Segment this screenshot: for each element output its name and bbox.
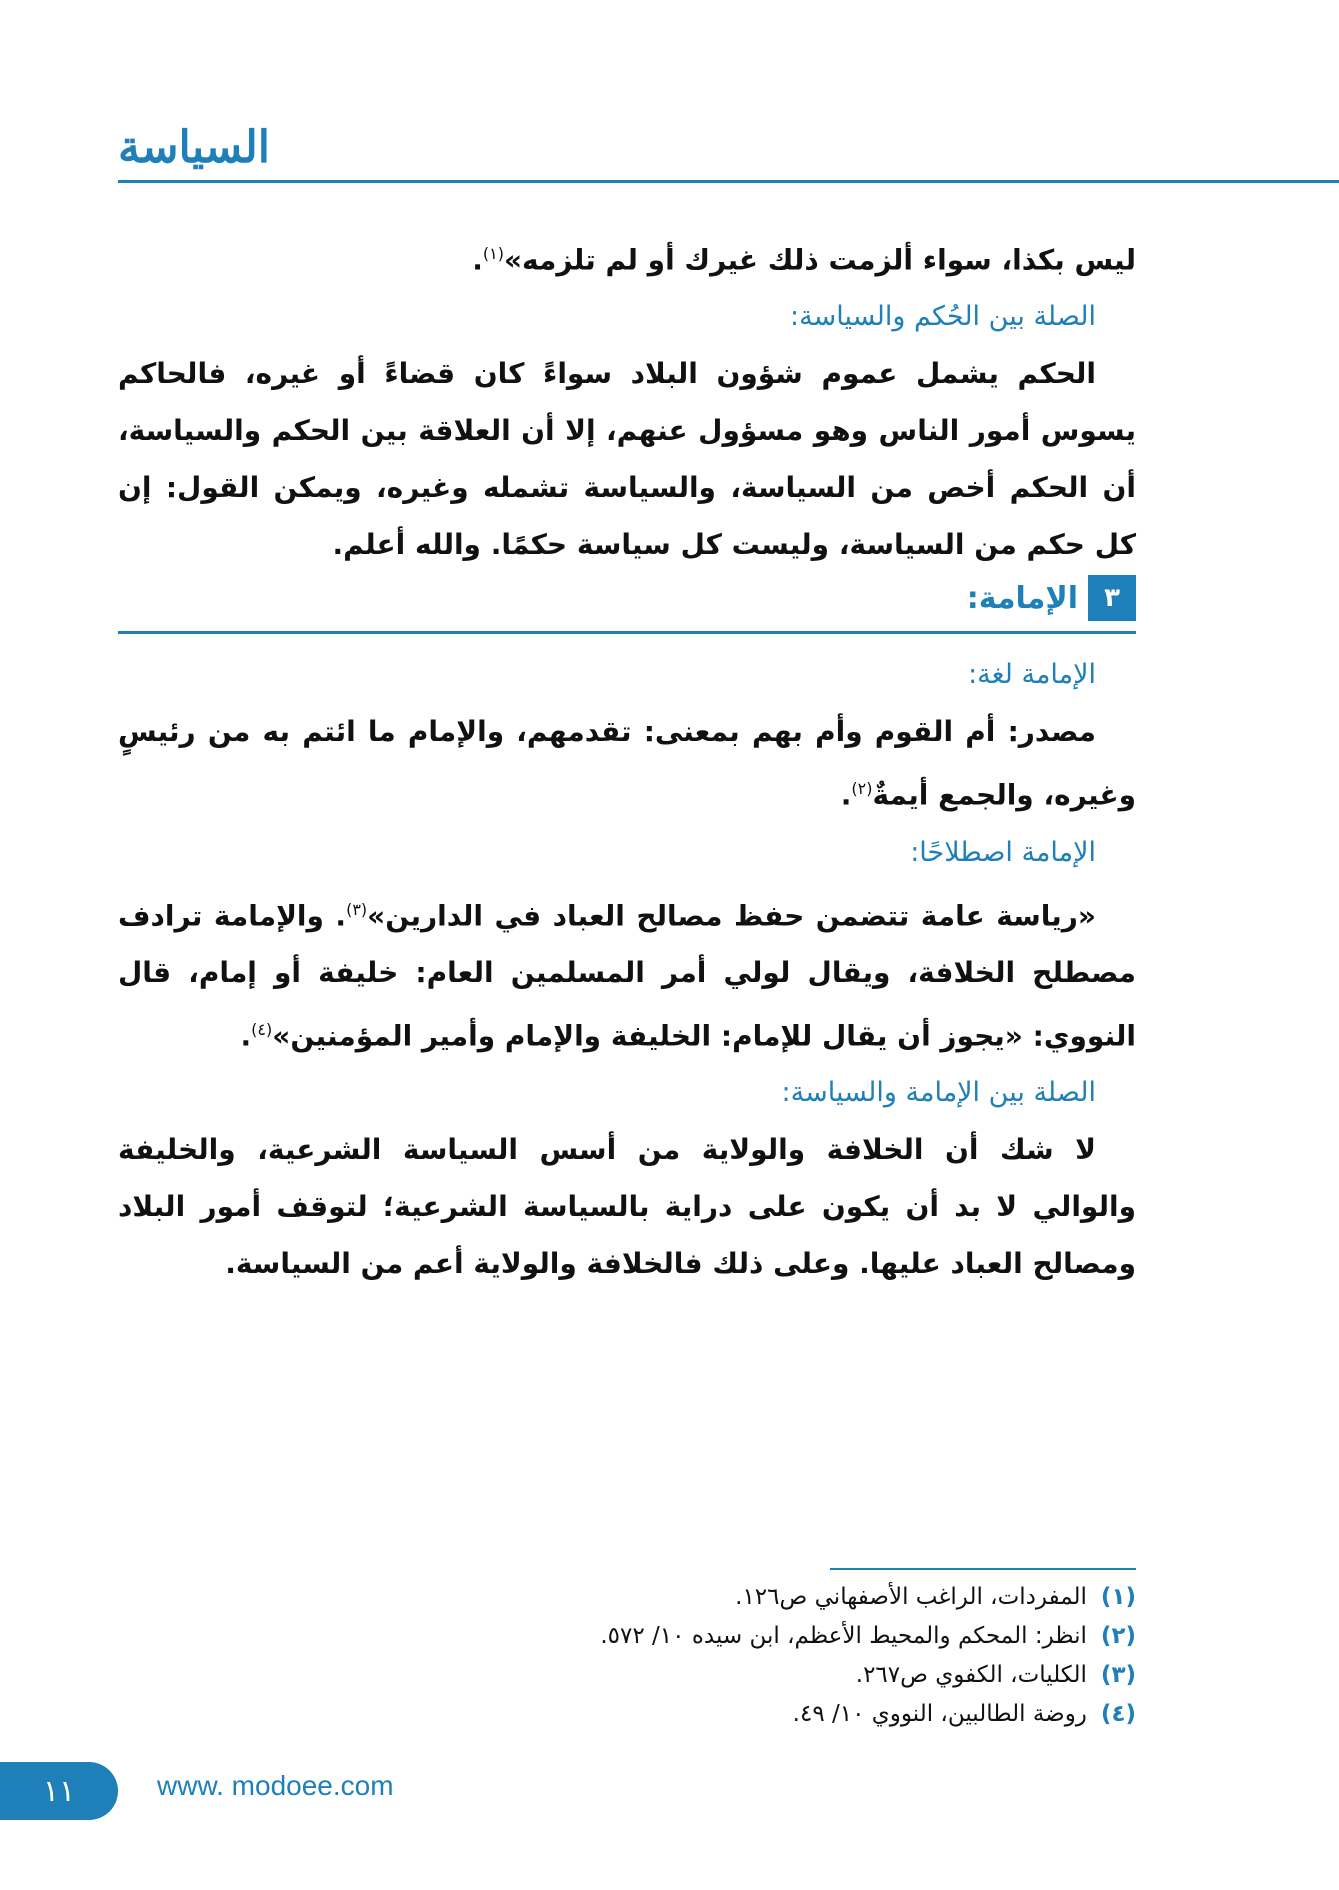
page-number-badge: ١١ <box>0 1762 118 1820</box>
paragraph-4-end: . <box>240 1019 252 1053</box>
footnote-ref-1[interactable]: (١) <box>482 244 504 263</box>
footnote-ref-2[interactable]: (٢) <box>851 779 873 799</box>
paragraph-3-text: مصدر: أم القوم وأم بهم بمعنى: تقدمهم، والإمام ما ائتم به من رئيسٍ وغيره، والجمع أيمةٌ <box>118 715 1136 812</box>
subheading-lugha: الإمامة لغة: <box>968 659 1096 691</box>
section-number-badge: ٣ <box>1088 575 1136 621</box>
footnote-item <box>118 1656 1136 1695</box>
paragraph-4 <box>118 881 1136 1065</box>
page-title: السياسة <box>118 122 271 173</box>
subheading-hukm: الصلة بين الحُكم والسياسة: <box>790 301 1096 333</box>
subheading-istilah: الإمامة اصطلاحًا: <box>910 836 1096 868</box>
footnote-ref-3[interactable]: (٣) <box>346 899 368 919</box>
paragraph-3 <box>118 703 1136 823</box>
footnote-text: انظر: المحكم والمحيط الأعظم، ابن سيده ١٠/ ٥٧٢. <box>600 1623 1087 1649</box>
footnote-text: المفردات، الراغب الأصفهاني ص١٢٦. <box>735 1584 1087 1610</box>
paragraph-1-end: . <box>472 243 483 277</box>
footnotes-divider <box>830 1568 1136 1570</box>
footnote-mark: (٤) <box>1100 1701 1136 1727</box>
section-divider <box>118 631 1136 634</box>
paragraph-3-end: . <box>840 778 852 812</box>
footnote-item <box>118 1617 1136 1656</box>
website-link[interactable]: www. modoee.com <box>157 1770 394 1801</box>
footnote-mark: (٣) <box>1100 1662 1136 1688</box>
paragraph-1-text: ليس بكذا، سواء ألزمت ذلك غيرك أو لم تلزمه» <box>503 243 1136 277</box>
main-content <box>118 225 1136 1292</box>
footnote-text: روضة الطالبين، النووي ١٠/ ٤٩. <box>792 1701 1087 1727</box>
paragraph-4-text-b: . والإمامة ترادف مصطلح الخلافة، ويقال لولي أمر المسلمين العام: خليفة أو إمام، قال النووي: «يجوز أن يقال للإمام: الخليفة والإمام وأمير المؤمنين» <box>118 898 1136 1053</box>
footnotes <box>118 1578 1136 1734</box>
footnote-ref-4[interactable]: (٤) <box>251 1019 273 1039</box>
footnote-mark: (٢) <box>1100 1623 1136 1649</box>
footnote-mark: (١) <box>1100 1584 1136 1610</box>
title-divider <box>118 180 1339 183</box>
section-heading <box>118 573 1136 623</box>
footnote-item <box>118 1578 1136 1617</box>
paragraph-1 <box>118 225 1136 288</box>
footnote-text: الكليات، الكفوي ص٢٦٧. <box>855 1662 1087 1688</box>
paragraph-2: الحكم يشمل عموم شؤون البلاد سواءً كان قضاءً أو غيره، فالحاكم يسوس أمور الناس وهو مسؤول عنهم، إلا أن العلاقة بين الحكم والسياسة، أن الحكم أخص من السياسة، والسياسة تشمله وغيره، ويمكن القول: إن كل حكم من السياسة، وليست كل سياسة حكمًا. والله أعلم. <box>118 357 1136 562</box>
paragraph-5: لا شك أن الخلافة والولاية من أسس السياسة الشرعية، والخليفة والوالي لا بد أن يكون على دراية بالسياسة الشرعية؛ لتوقف أمور البلاد ومصالح العباد عليها. وعلى ذلك فالخلافة والولاية أعم من السياسة. <box>118 1133 1136 1281</box>
paragraph-4-text-a: «رياسة عامة تتضمن حفظ مصالح العباد في الدارين» <box>367 898 1096 932</box>
subheading-imama: الصلة بين الإمامة والسياسة: <box>781 1077 1096 1109</box>
footnote-item <box>118 1695 1136 1734</box>
section-title: الإمامة: <box>966 580 1078 616</box>
